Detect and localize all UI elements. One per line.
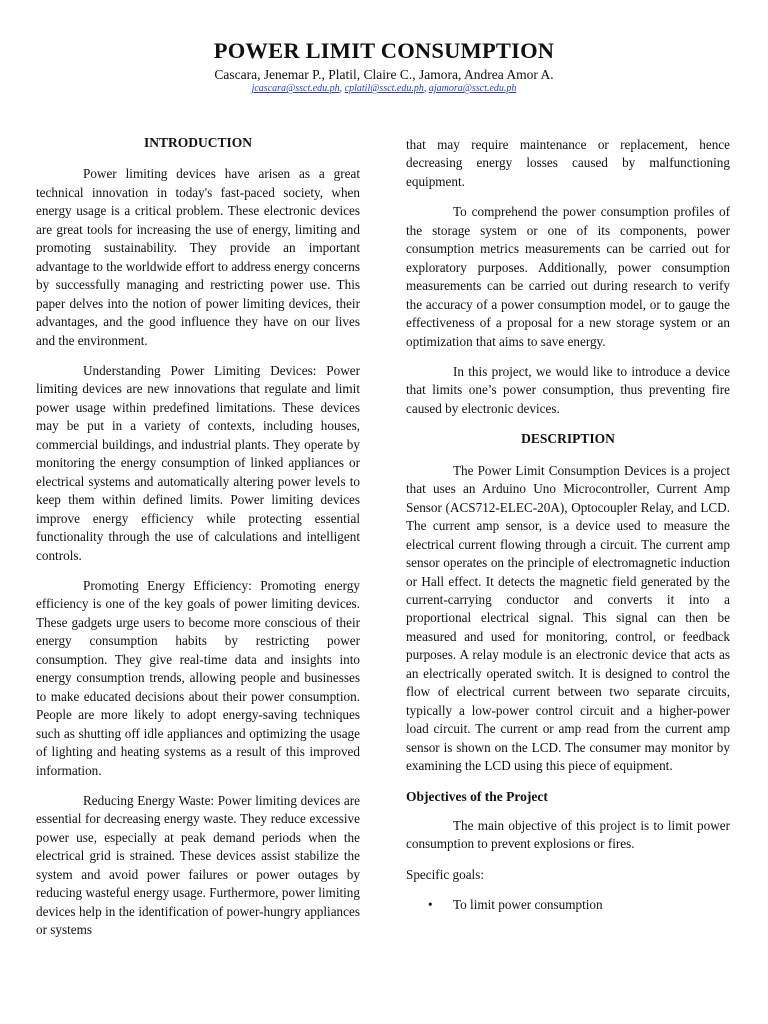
right-column <box>406 136 730 915</box>
goal-text: To limit power consumption <box>453 897 603 913</box>
email-separator: , <box>339 83 345 94</box>
power-metrics-paragraph: To comprehend the power consumption profiles of the storage system or one of its components, power consumption metrics measurements can be carried out for exploratory purposes. Additionally, power consumption measurements can be carried out during research to verify the accuracy of a power consumption model, or to gauge the effectiveness of a proposal for a new storage system or an optimization that aims to save energy. <box>406 204 730 349</box>
understanding-paragraph: Understanding Power Limiting Devices: Power limiting devices are new innovations that regulate and limit power usage within predefined limitations. These devices may be put in a variety of contexts, including houses, commercial buildings, and industrial plants. They operate by monitoring the energy consumption of linked appliances or electrical systems and automatically altering power levels to keep them within defined limits. Power limiting devices improve energy efficiency while protecting essential functionality through the use of calculations and intelligent controls. <box>36 362 360 563</box>
bullet-icon: • <box>428 897 433 913</box>
left-column <box>36 134 360 952</box>
author-emails <box>0 83 768 94</box>
email-link-platil[interactable]: cplatil@ssct.edu.ph <box>344 83 424 94</box>
email-separator: , <box>423 83 429 94</box>
author-list: Cascara, Jenemar P., Platil, Claire C., Jamora, Andrea Amor A. <box>214 67 554 82</box>
list-item <box>428 896 730 914</box>
email-link-cascara[interactable]: jcascara@ssct.edu.ph <box>251 83 340 94</box>
main-objective-paragraph: The main objective of this project is to limit power consumption to prevent explosions or fires. <box>406 817 730 852</box>
introduction-heading: INTRODUCTION <box>143 135 252 150</box>
paper-title: POWER LIMIT CONSUMPTION <box>213 38 555 63</box>
specific-goals-label: Specific goals: <box>406 866 485 882</box>
project-intro-paragraph: In this project, we would like to introduce a device that limits one’s power consumption, thus preventing fire caused by electronic devices. <box>406 363 730 416</box>
email-link-jamora[interactable]: ajamora@ssct.edu.ph <box>428 83 517 94</box>
goals-list <box>406 896 730 914</box>
energy-efficiency-paragraph: Promoting Energy Efficiency: Promoting energy efficiency is one of the key goals of power limiting devices. These gadgets urge users to become more conscious of their energy consumption habits by restricting power consumption. They give real-time data and insights into energy consumption trends, allowing people and businesses to make educated decisions about their power consumption. People are more likely to adopt energy-saving techniques such as shutting off idle appliances and optimizing the usage of lighting and heating systems as a result of this improved information. <box>36 577 360 778</box>
description-paragraph: The Power Limit Consumption Devices is a project that uses an Arduino Uno Microcontroller, Current Amp Sensor (ACS712-ELEC-20A), Optocoupler Relay, and LCD. The current amp sensor, is a device used to measure the electrical current flowing through a circuit. The current amp sensor operates on the principle of electromagnetic induction or Hall effect. It detects the magnetic field generated by the current-carrying conductor and converts it into a proportional electrical signal. This signal can then be measured and used for monitoring, control, or feedback purposes. A relay module is an electronic device that acts as an electrically operated switch. It is designed to control the flow of electrical current between two separate circuits, typically a low-power control circuit and a higher-power load circuit. The current or amp read from the current amp sensor is shown on the LCD. The consumer may monitor by examining the LCD using this piece of equipment. <box>406 462 730 774</box>
intro-paragraph: Power limiting devices have arisen as a great technical innovation in today's fast-paced society, when energy usage is a critical problem. These electronic devices are great tools for increasing the use of energy, limiting and promoting sustainability. They provide an important advantage to the worldwide effort to address energy concerns by successfully managing and restricting power use. This paper delves into the notion of power limiting devices, their advantages, and the good influence they have on our lives and the environment. <box>36 166 360 348</box>
description-heading: DESCRIPTION <box>521 431 615 447</box>
continued-paragraph: that may require maintenance or replacement, hence decreasing energy losses caused by malfunctioning equipment. <box>406 137 730 189</box>
energy-waste-paragraph: Reducing Energy Waste: Power limiting devices are essential for decreasing energy waste. They reduce excessive power use, especially at peak demand periods when the electrical grid is strained. These devices assist stabilize the system and avoid power failures or power outages by reducing wasteful energy usage. Furthermore, power limiting devices help in the identification of power-hungry appliances or systems <box>36 792 360 938</box>
objectives-heading: Objectives of the Project <box>406 788 548 804</box>
